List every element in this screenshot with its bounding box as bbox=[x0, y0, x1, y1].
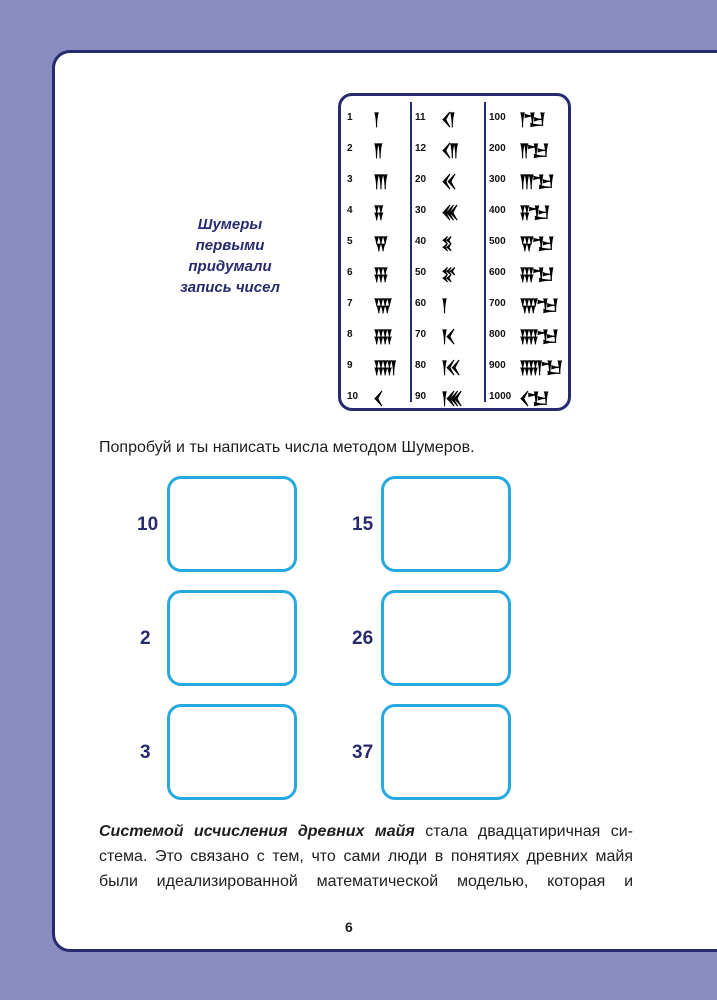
paragraph-line: были идеализированной математической моделью, которая и bbox=[99, 873, 633, 890]
exercise-label-26: 26 bbox=[352, 628, 374, 649]
cuneiform-sign-icon: 𒌍 bbox=[441, 203, 456, 223]
answer-box-3[interactable] bbox=[167, 704, 297, 800]
cuneiform-sign-icon: 𒁹𒌍 bbox=[441, 389, 460, 409]
answer-box-10[interactable] bbox=[167, 476, 297, 572]
table-number: 7 bbox=[347, 298, 353, 309]
cuneiform-sign-icon: 𒐐 bbox=[441, 265, 454, 285]
table-number: 900 bbox=[489, 360, 506, 371]
table-row bbox=[413, 381, 483, 412]
cuneiform-sign-icon: 𒐊𒈠 bbox=[519, 234, 552, 254]
table-number: 90 bbox=[415, 391, 427, 402]
table-number: 800 bbox=[489, 329, 506, 340]
paragraph-text: стала двадцатиричная си- bbox=[414, 823, 633, 840]
exercise-label-2: 2 bbox=[140, 628, 151, 649]
cuneiform-sign-icon: 𒐎 bbox=[373, 358, 395, 378]
answer-box-2[interactable] bbox=[167, 590, 297, 686]
table-column-3 bbox=[487, 102, 567, 412]
table-divider bbox=[484, 102, 486, 402]
table-row bbox=[345, 381, 409, 412]
cuneiform-sign-icon: 𒐈𒈠 bbox=[519, 172, 552, 192]
table-number: 30 bbox=[415, 205, 427, 216]
cuneiform-sign-icon: 𒐋 bbox=[373, 265, 386, 285]
table-number: 20 bbox=[415, 174, 427, 185]
paragraph-line bbox=[99, 819, 633, 844]
answer-box-26[interactable] bbox=[381, 590, 511, 686]
cuneiform-sign-icon: 𒐉𒈠 bbox=[519, 203, 548, 223]
table-number: 1000 bbox=[489, 391, 512, 402]
paragraph-emphasis: Системой исчисления древних майя bbox=[99, 823, 415, 840]
table-number: 11 bbox=[415, 112, 426, 123]
cuneiform-sign-icon: 𒈫 bbox=[373, 141, 381, 161]
cuneiform-sign-icon: 𒌋 bbox=[373, 389, 381, 409]
table-column-2 bbox=[413, 102, 483, 412]
cuneiform-sign-icon: 𒐌 bbox=[373, 296, 391, 316]
cuneiform-sign-icon: 𒐎𒈠 bbox=[519, 358, 561, 378]
table-number: 10 bbox=[347, 391, 359, 402]
exercise-label-3: 3 bbox=[140, 742, 151, 763]
cuneiform-sign-icon: 𒁹 bbox=[373, 110, 378, 130]
table-number: 70 bbox=[415, 329, 427, 340]
table-row bbox=[487, 381, 567, 412]
caption: Шумеры первыми придумали запись чисел bbox=[180, 216, 280, 296]
cuneiform-sign-icon: 𒐍𒈠 bbox=[519, 327, 556, 347]
cuneiform-sign-icon: 𒐏 bbox=[441, 234, 450, 254]
cuneiform-sign-icon: 𒌋𒁹 bbox=[441, 110, 453, 130]
cuneiform-number-table bbox=[338, 93, 571, 411]
cuneiform-sign-icon: 𒌋𒈠 bbox=[519, 389, 547, 409]
answer-box-37[interactable] bbox=[381, 704, 511, 800]
cuneiform-sign-icon: 𒎙 bbox=[441, 172, 454, 192]
cuneiform-sign-icon: 𒐋𒈠 bbox=[519, 265, 552, 285]
cuneiform-sign-icon: 𒁹𒎙 bbox=[441, 358, 458, 378]
exercise-prompt: Попробуй и ты написать числа методом Шумеров. bbox=[99, 439, 475, 456]
table-row bbox=[413, 257, 483, 288]
cuneiform-sign-icon: 𒁹𒈠 bbox=[519, 110, 543, 130]
cuneiform-sign-icon: 𒈫𒈠 bbox=[519, 141, 547, 161]
table-number: 6 bbox=[347, 267, 353, 278]
table-number: 500 bbox=[489, 236, 506, 247]
table-number: 1 bbox=[347, 112, 353, 123]
page-number: 6 bbox=[345, 919, 353, 935]
table-number: 700 bbox=[489, 298, 506, 309]
table-number: 40 bbox=[415, 236, 427, 247]
table-number: 60 bbox=[415, 298, 427, 309]
cuneiform-sign-icon: 𒐍 bbox=[373, 327, 391, 347]
cuneiform-sign-icon: 𒁹𒌋 bbox=[441, 327, 453, 347]
table-number: 4 bbox=[347, 205, 353, 216]
table-number: 3 bbox=[347, 174, 353, 185]
table-number: 50 bbox=[415, 267, 427, 278]
paragraph-line: стема. Это связано с тем, что сами люди в понятиях древних майя bbox=[99, 848, 633, 865]
table-number: 8 bbox=[347, 329, 353, 340]
table-number: 200 bbox=[489, 143, 506, 154]
table-number: 400 bbox=[489, 205, 506, 216]
table-number: 2 bbox=[347, 143, 353, 154]
cuneiform-sign-icon: 𒌋𒈫 bbox=[441, 141, 457, 161]
table-number: 600 bbox=[489, 267, 506, 278]
exercise-label-37: 37 bbox=[352, 742, 374, 763]
page bbox=[52, 50, 717, 952]
table-number: 5 bbox=[347, 236, 353, 247]
table-column-1 bbox=[345, 102, 409, 412]
table-number: 80 bbox=[415, 360, 427, 371]
body-paragraph bbox=[99, 819, 633, 894]
table-number: 9 bbox=[347, 360, 353, 371]
cuneiform-sign-icon: 𒐈 bbox=[373, 172, 386, 192]
cuneiform-sign-icon: 𒁹 bbox=[441, 296, 446, 316]
table-divider bbox=[410, 102, 412, 402]
table-number: 100 bbox=[489, 112, 506, 123]
table-number: 12 bbox=[415, 143, 427, 154]
answer-box-15[interactable] bbox=[381, 476, 511, 572]
table-number: 300 bbox=[489, 174, 506, 185]
cuneiform-sign-icon: 𒐊 bbox=[373, 234, 386, 254]
cuneiform-sign-icon: 𒐉 bbox=[373, 203, 382, 223]
exercise-label-10: 10 bbox=[137, 514, 159, 535]
cuneiform-sign-icon: 𒐌𒈠 bbox=[519, 296, 556, 316]
exercise-label-15: 15 bbox=[352, 514, 374, 535]
